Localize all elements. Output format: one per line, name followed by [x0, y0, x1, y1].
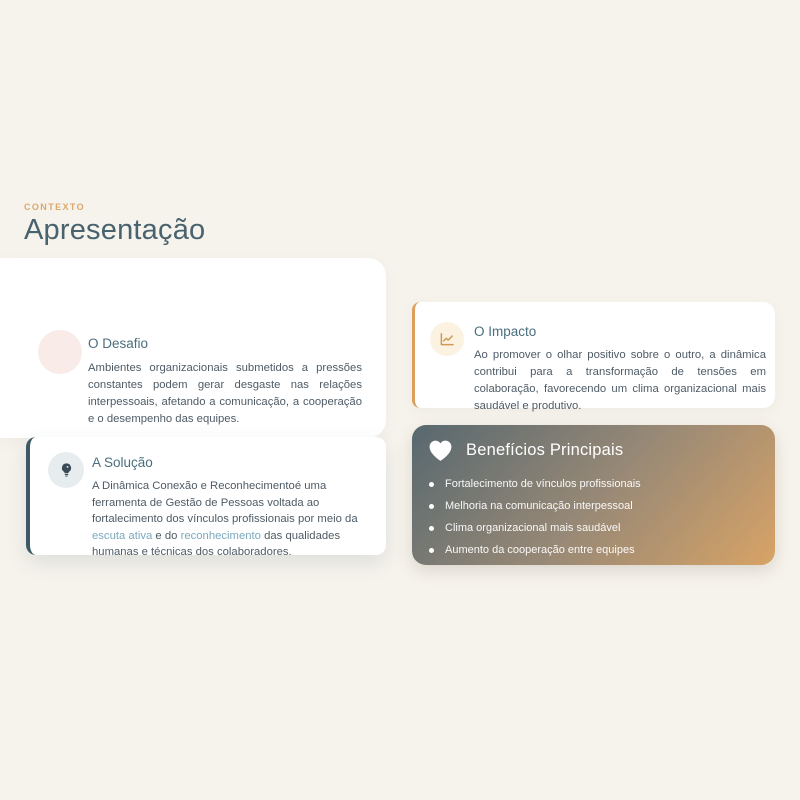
- benefit-label: Aumento da cooperação entre equipes: [445, 544, 635, 556]
- chart-line-icon: [430, 322, 464, 356]
- benefit-item: [429, 539, 641, 561]
- solucao-body-seg3: das qualidades humanas e técnicas dos colaboradores.: [92, 529, 341, 558]
- bullet-dot-icon: [429, 482, 434, 487]
- impacto-title: O Impacto: [474, 324, 537, 339]
- lightbulb-icon: [48, 452, 84, 488]
- bullet-dot-icon: [429, 548, 434, 553]
- benefit-item: [429, 517, 641, 539]
- blush-circle-icon: [38, 330, 82, 374]
- desafio-body: Ambientes organizacionais submetidos a pressões constantes podem gerar desgaste nas relações interpessoais, afetando a comunicação, a cooperação e o desempenho das equipes.: [88, 362, 362, 425]
- page-title: Apresentação: [24, 214, 206, 246]
- heart-icon: [428, 439, 453, 462]
- eyebrow-label: CONTEXTO: [24, 202, 86, 212]
- bullet-dot-icon: [429, 526, 434, 531]
- bullet-dot-icon: [429, 504, 434, 509]
- benefit-label: Fortalecimento de vínculos profissionais: [445, 478, 641, 490]
- solucao-body-seg1: A Dinâmica Conexão e Reconhecimentoé uma ferramenta de Gestão de Pessoas voltada ao fortalecimento dos vínculos profissionais por meio da: [92, 480, 358, 525]
- card-impacto: [412, 302, 775, 412]
- solucao-body-seg2: e do: [152, 529, 181, 542]
- card-beneficios: [412, 425, 775, 565]
- solucao-link-reconhecimento: reconhecimento: [180, 529, 261, 542]
- solucao-title: A Solução: [92, 455, 153, 470]
- benefit-label: Clima organizacional mais saudável: [445, 522, 621, 534]
- solucao-body: [92, 478, 368, 561]
- benefit-item: [429, 495, 641, 517]
- card-desafio: [0, 258, 386, 438]
- beneficios-title: Benefícios Principais: [466, 441, 624, 459]
- desafio-title: O Desafio: [88, 336, 149, 351]
- impacto-body: Ao promover o olhar positivo sobre o outro, a dinâmica contribui para a transformação de tensões em colaboração, favorecendo um clima organizacional mais saudável e produtivo.: [474, 349, 766, 412]
- slide-header: [24, 202, 205, 247]
- beneficios-header: [428, 439, 623, 462]
- benefit-item: [429, 473, 641, 495]
- card-solucao: [26, 437, 386, 558]
- benefit-list: [429, 473, 641, 561]
- solucao-link-escuta-ativa: escuta ativa: [92, 529, 153, 542]
- benefit-label: Melhoria na comunicação interpessoal: [445, 500, 633, 512]
